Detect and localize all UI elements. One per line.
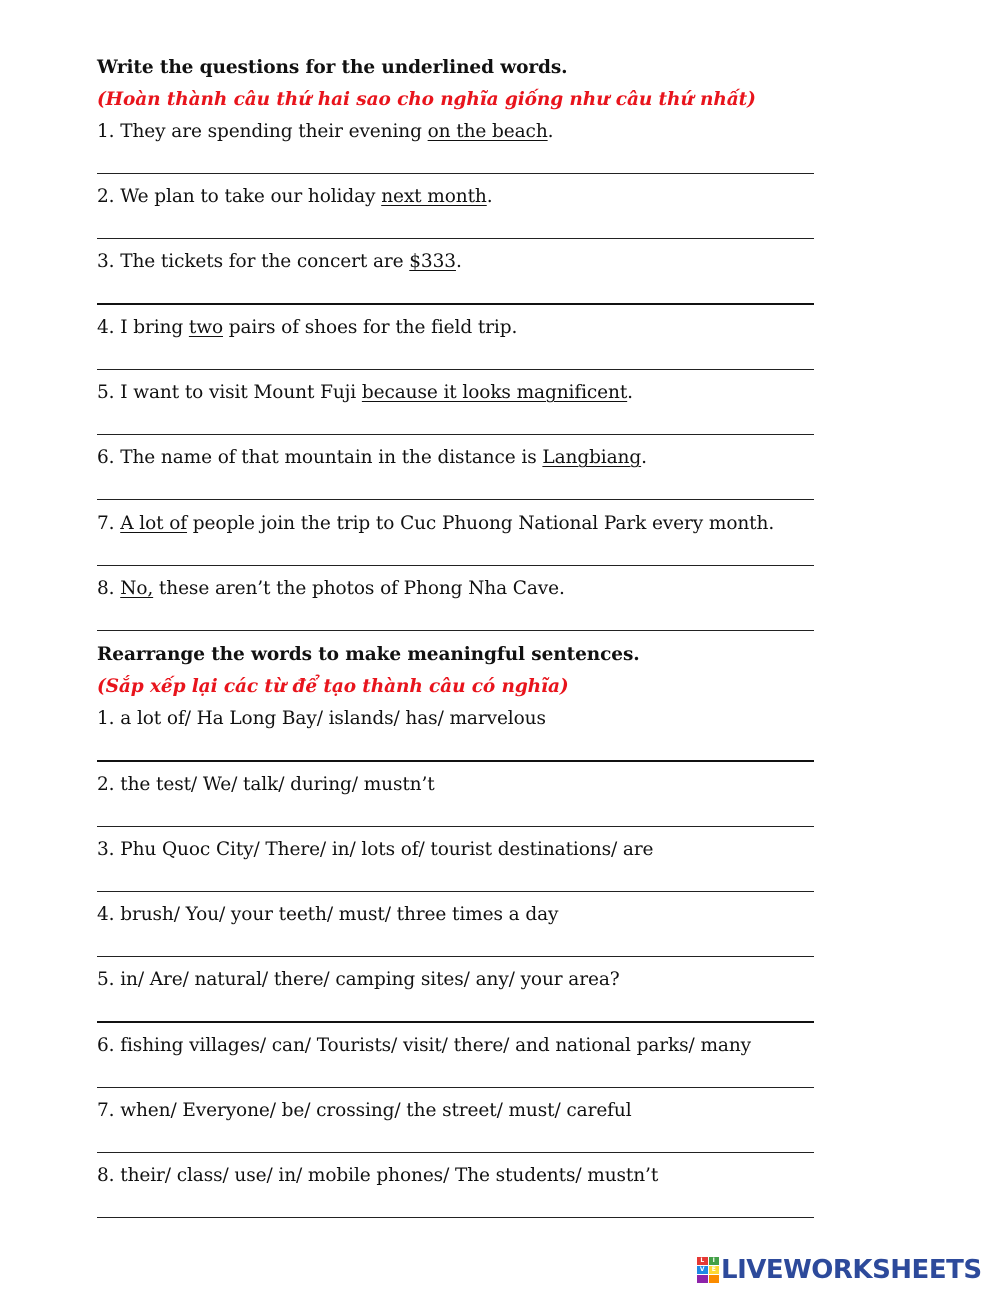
answer-line-r4[interactable] [97,956,814,957]
answer-line-r7[interactable] [97,1152,814,1153]
answer-line-q3[interactable] [97,303,814,305]
liveworksheets-logo-icon: L I V E [697,1257,719,1283]
rearrange-item-3: 3. Phu Quoc City/ There/ in/ lots of/ tourist destinations/ are [97,839,654,860]
question-3: 3. The tickets for the concert are $333. [97,251,462,272]
answer-line-q4[interactable] [97,369,814,370]
answer-line-q2[interactable] [97,238,814,239]
question-8: 8. No, these aren’t the photos of Phong Nha Cave. [97,578,565,599]
answer-line-r2[interactable] [97,826,814,827]
answer-line-q5[interactable] [97,434,814,435]
underlined-phrase: No, [120,578,154,599]
section2-title: Rearrange the words to make meaningful sentences. [97,644,640,665]
underlined-phrase: $333 [409,251,456,272]
question-2: 2. We plan to take our holiday next month. [97,186,493,207]
underlined-phrase: next month [381,186,487,207]
rearrange-item-5: 5. in/ Are/ natural/ there/ camping sites/ any/ your area? [97,969,620,990]
question-4: 4. I bring two pairs of shoes for the field trip. [97,317,518,338]
answer-line-q7[interactable] [97,565,814,566]
question-7: 7. A lot of people join the trip to Cuc Phuong National Park every month. [97,513,775,534]
answer-line-r5[interactable] [97,1021,814,1023]
liveworksheets-logo-text: LIVEWORKSHEETS [721,1255,982,1285]
underlined-phrase: two [188,317,223,338]
section1-title: Write the questions for the underlined words. [97,57,568,78]
question-5: 5. I want to visit Mount Fuji because it looks magnificent. [97,382,633,403]
rearrange-item-4: 4. brush/ You/ your teeth/ must/ three times a day [97,904,559,925]
rearrange-item-1: 1. a lot of/ Ha Long Bay/ islands/ has/ marvelous [97,708,546,729]
liveworksheets-logo[interactable] [697,1255,982,1285]
answer-line-q1[interactable] [97,173,814,174]
answer-line-r1[interactable] [97,760,814,762]
rearrange-item-2: 2. the test/ We/ talk/ during/ mustn’t [97,774,435,795]
underlined-phrase: because it looks magnificent [361,382,628,403]
underlined-phrase: A lot of [120,513,188,534]
underlined-phrase: Langbiang [542,447,642,468]
answer-line-r3[interactable] [97,891,814,892]
answer-line-r8[interactable] [97,1217,814,1218]
answer-line-r6[interactable] [97,1087,814,1088]
rearrange-item-7: 7. when/ Everyone/ be/ crossing/ the street/ must/ careful [97,1100,632,1121]
section2-subtitle: (Sắp xếp lại các từ để tạo thành câu có nghĩa) [97,676,569,697]
rearrange-item-6: 6. fishing villages/ can/ Tourists/ visit/ there/ and national parks/ many [97,1035,752,1056]
answer-line-q6[interactable] [97,499,814,500]
question-1: 1. They are spending their evening on the beach. [97,121,554,142]
question-6: 6. The name of that mountain in the distance is Langbiang. [97,447,647,468]
rearrange-item-8: 8. their/ class/ use/ in/ mobile phones/ The students/ mustn’t [97,1165,659,1186]
underlined-phrase: on the beach [427,121,548,142]
answer-line-q8[interactable] [97,630,814,631]
section1-subtitle: (Hoàn thành câu thứ hai sao cho nghĩa giống như câu thứ nhất) [97,89,756,110]
